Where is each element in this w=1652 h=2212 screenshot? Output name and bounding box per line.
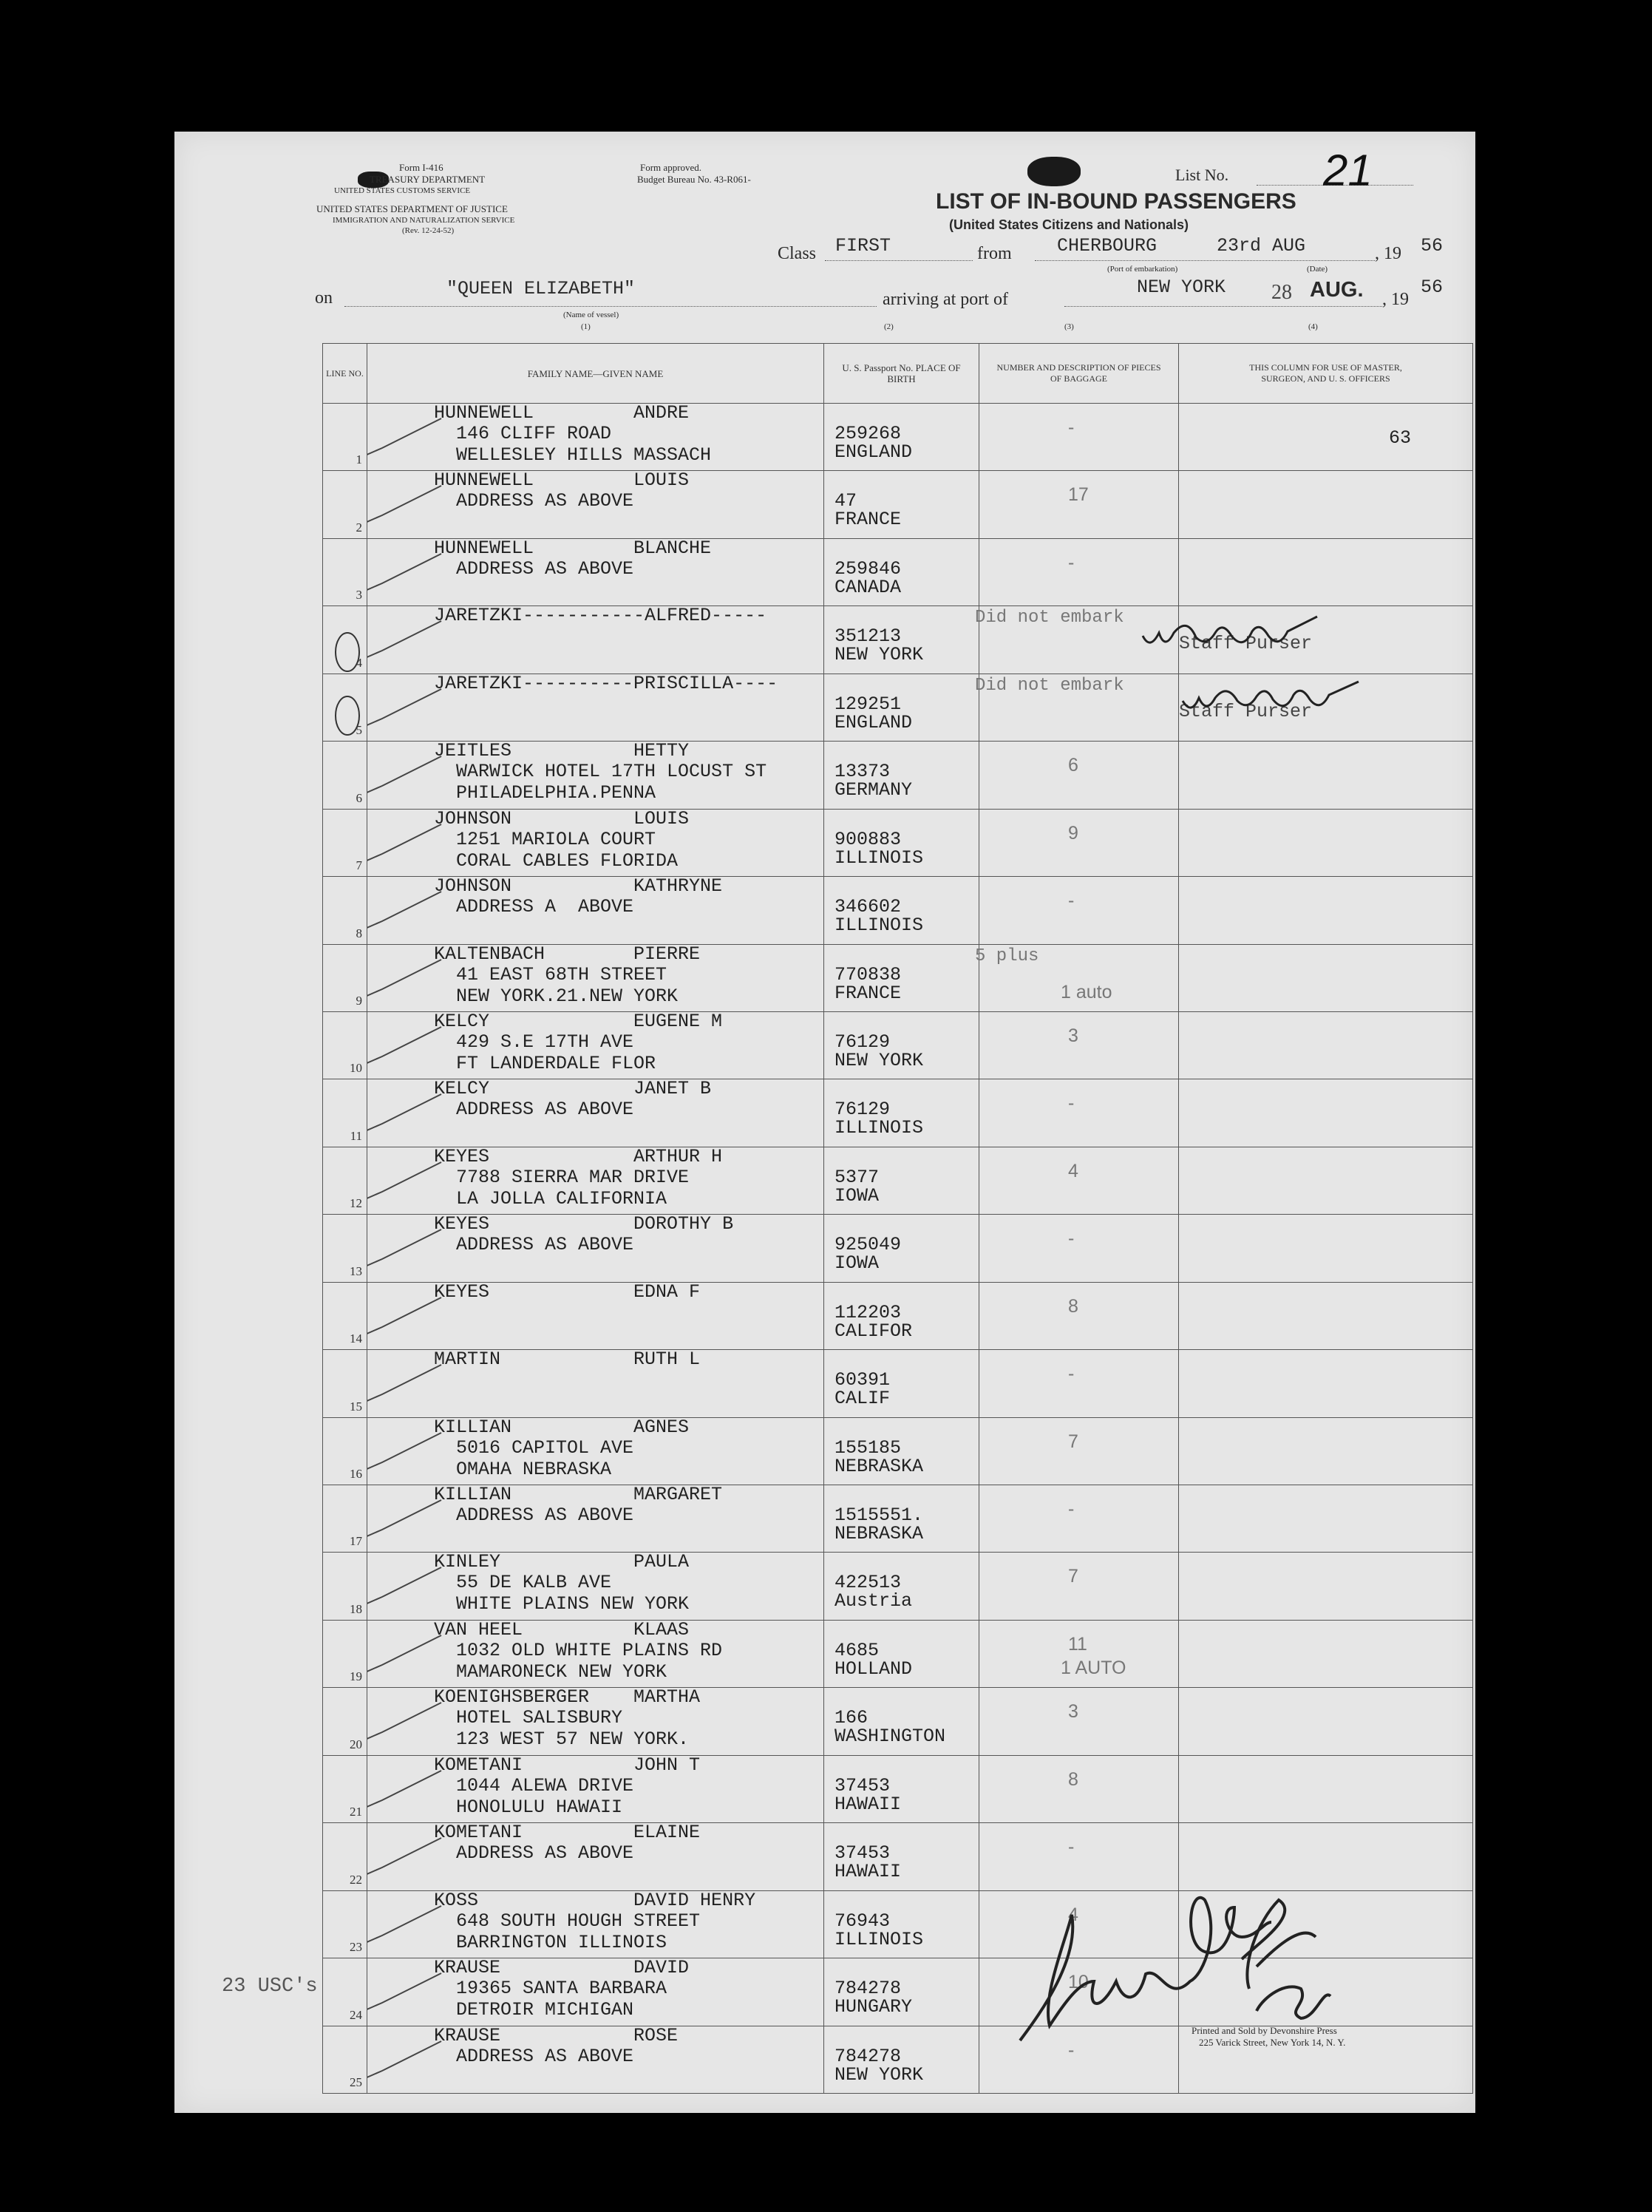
address-line-1: ADDRESS AS ABOVE <box>434 1842 634 1865</box>
passenger-name: HUNNEWELL ANDRE <box>434 402 690 424</box>
address-line-2: FT LANDERDALE FLOR <box>434 1052 656 1074</box>
address-line-2: 123 WEST 57 NEW YORK. <box>434 1728 690 1751</box>
passport-number: 13373 <box>835 761 891 783</box>
address-line-1: 648 SOUTH HOUGH STREET <box>434 1910 701 1932</box>
address-line-1: 429 S.E 17TH AVE <box>434 1031 634 1053</box>
line-number: 14 <box>350 1331 362 1346</box>
baggage-count: 10 <box>1068 1972 1089 1993</box>
baggage-count: 3 <box>1068 1025 1078 1046</box>
passport-number: 900883 <box>835 828 902 850</box>
baggage-count: - <box>1068 1363 1075 1385</box>
place-of-birth: NEW YORK <box>835 2063 924 2086</box>
passenger-name: KOMETANI ELAINE <box>434 1822 701 1844</box>
baggage-count: 4 <box>1068 1904 1078 1925</box>
address-line-1: 19365 SANTA BARBARA <box>434 1978 667 2000</box>
address-line-1: 5016 CAPITOL AVE <box>434 1436 634 1459</box>
line-number: 1 <box>356 452 362 467</box>
baggage-extra: 1 auto <box>1061 981 1112 1002</box>
col-4-number: (4) <box>1308 322 1318 331</box>
address-line-1: ADDRESS A ABOVE <box>434 896 634 918</box>
passport-number: 60391 <box>835 1369 891 1391</box>
form-number: Form I-416 <box>399 162 443 173</box>
col-2-number: (2) <box>884 322 894 331</box>
passport-number: 76129 <box>835 1099 891 1121</box>
col-1-number: (1) <box>581 322 591 331</box>
line-number: 23 <box>350 1940 362 1955</box>
baggage-count: 9 <box>1068 822 1078 844</box>
dept-customs: UNITED STATES CUSTOMS SERVICE <box>334 186 471 195</box>
passenger-name: JEITLES HETTY <box>434 740 690 762</box>
port-of-embarkation: CHERBOURG <box>1057 235 1158 257</box>
passport-number: 37453 <box>835 1774 891 1797</box>
place-of-birth: IOWA <box>835 1252 880 1275</box>
passport-number: 76129 <box>835 1031 891 1053</box>
passport-number: 76943 <box>835 1910 891 1932</box>
address-line-1: ADDRESS AS ABOVE <box>434 1234 634 1256</box>
line-number: 2 <box>356 520 362 535</box>
line-number: 18 <box>350 1601 362 1616</box>
baggage-count: Did not embark <box>975 608 1124 628</box>
line-number: 25 <box>350 2075 362 2089</box>
passport-number: 346602 <box>835 896 902 918</box>
baggage-count: 7 <box>1068 1566 1078 1587</box>
address-line-2: PHILADELPHIA.PENNA <box>434 782 656 804</box>
list-no-label: List No. <box>1175 166 1229 184</box>
passenger-name: KRAUSE DAVID <box>434 1957 690 1979</box>
place-of-birth: CANADA <box>835 576 902 598</box>
passport-number: 925049 <box>835 1234 902 1256</box>
officer-signature <box>1020 1898 1271 2040</box>
officer-signature-2 <box>1242 1900 1330 2018</box>
place-of-birth: WASHINGTON <box>835 1726 946 1748</box>
form-approved: Form approved. <box>640 162 702 173</box>
passport-number: 259846 <box>835 557 902 580</box>
line-number: 17 <box>350 1534 362 1549</box>
baggage-count: 8 <box>1068 1295 1078 1317</box>
baggage-count: 5 plus <box>975 946 1039 966</box>
line-number: 19 <box>350 1669 362 1684</box>
class-value: FIRST <box>835 235 891 257</box>
place-of-birth: FRANCE <box>835 982 902 1004</box>
baggage-count: - <box>1068 1228 1075 1249</box>
passenger-name: HUNNEWELL LOUIS <box>434 469 690 492</box>
baggage-count: 4 <box>1068 1160 1078 1181</box>
printer-line-2: 225 Varick Street, New York 14, N. Y. <box>1199 2037 1346 2048</box>
place-of-birth: IOWA <box>835 1184 880 1207</box>
address-line-2: LA JOLLA CALIFORNIA <box>434 1187 667 1210</box>
address-line-2: DETROIR MICHIGAN <box>434 1999 634 2021</box>
line-number: 24 <box>350 2007 362 2022</box>
place-of-birth: CALIFOR <box>835 1320 913 1342</box>
printer-line-1: Printed and Sold by Devonshire Press <box>1192 2025 1337 2036</box>
passport-number: 155185 <box>835 1436 902 1459</box>
line-number: 4 <box>356 655 362 670</box>
address-line-2: MAMARONECK NEW YORK <box>434 1660 667 1683</box>
passenger-name: MARTIN RUTH L <box>434 1348 701 1371</box>
passenger-name: KOENIGHSBERGER MARTHA <box>434 1686 701 1709</box>
passenger-name: KRAUSE ROSE <box>434 2024 679 2046</box>
address-line-2: WELLESLEY HILLS MASSACH <box>434 444 712 466</box>
col-header-line: LINE NO. <box>323 344 367 404</box>
vessel-caption: (Name of vessel) <box>563 311 619 319</box>
place-of-birth: ILLINOIS <box>835 1928 924 1950</box>
place-of-birth: NEW YORK <box>835 644 924 666</box>
address-line-2: CORAL CABLES FLORIDA <box>434 849 679 872</box>
address-line-1: 41 EAST 68TH STREET <box>434 963 667 985</box>
passport-number: 770838 <box>835 963 902 985</box>
list-number: 21 <box>1323 146 1373 195</box>
place-of-birth: HAWAII <box>835 1793 902 1815</box>
col-header-passport: U. S. Passport No. PLACE OF BIRTH <box>824 344 979 404</box>
place-of-birth: NEW YORK <box>835 1049 924 1071</box>
line-number: 3 <box>356 588 362 603</box>
line-number: 12 <box>350 1196 362 1211</box>
budget-bureau: Budget Bureau No. 43-R061- <box>637 174 751 185</box>
passenger-name: KILLIAN AGNES <box>434 1416 690 1438</box>
vessel-name: "QUEEN ELIZABETH" <box>446 278 636 299</box>
line-number: 11 <box>350 1128 362 1143</box>
arrival-month: AUG. <box>1310 278 1364 302</box>
address-line-2: BARRINGTON ILLINOIS <box>434 1931 667 1953</box>
address-line-1: 1251 MARIOLA COURT <box>434 828 656 850</box>
address-line-1: 55 DE KALB AVE <box>434 1572 612 1594</box>
baggage-count: - <box>1068 552 1075 573</box>
passenger-name: HUNNEWELL BLANCHE <box>434 537 712 559</box>
circled-line-4 <box>336 633 359 671</box>
place-of-birth: NEBRASKA <box>835 1523 924 1544</box>
address-line-1: ADDRESS AS ABOVE <box>434 490 634 512</box>
line-number: 5 <box>356 723 362 738</box>
address-line-2: OMAHA NEBRASKA <box>434 1458 612 1480</box>
address-line-1: ADDRESS AS ABOVE <box>434 2045 634 2067</box>
arrival-day: 28 <box>1271 281 1292 304</box>
passenger-name: KELCY JANET B <box>434 1078 712 1100</box>
place-of-birth: NEBRASKA <box>835 1455 924 1477</box>
passenger-name: KOSS DAVID HENRY <box>434 1889 756 1911</box>
line-number: 20 <box>350 1737 362 1751</box>
passport-number: 4685 <box>835 1639 880 1661</box>
passenger-name: KALTENBACH PIERRE <box>434 943 701 965</box>
passenger-name: JARETZKI-----------ALFRED----- <box>434 605 767 627</box>
line-number: 21 <box>350 1805 362 1819</box>
passenger-name: VAN HEEL KLAAS <box>434 1618 690 1641</box>
passport-number: 351213 <box>835 625 902 648</box>
baggage-extra: 1 AUTO <box>1061 1657 1126 1678</box>
place-of-birth: ILLINOIS <box>835 847 924 869</box>
address-line-1: ADDRESS AS ABOVE <box>434 557 634 580</box>
address-line-1: 146 CLIFF ROAD <box>434 423 612 444</box>
place-of-birth: GERMANY <box>835 779 913 801</box>
passenger-name: KOMETANI JOHN T <box>434 1754 701 1776</box>
passenger-name: KEYES EDNA F <box>434 1280 701 1303</box>
line-number: 16 <box>350 1467 362 1481</box>
baggage-count: Did not embark <box>975 675 1124 696</box>
passport-number: 259268 <box>835 423 902 444</box>
address-line-2: HONOLULU HAWAII <box>434 1796 623 1818</box>
line-number: 10 <box>350 1061 362 1076</box>
passport-number: 112203 <box>835 1301 902 1323</box>
passenger-name: KINLEY PAULA <box>434 1551 690 1573</box>
place-of-birth: ENGLAND <box>835 441 913 463</box>
baggage-count: 11 <box>1068 1633 1087 1655</box>
place-of-birth: ILLINOIS <box>835 1117 924 1139</box>
line-number: 22 <box>350 1872 362 1887</box>
place-of-birth: ILLINOIS <box>835 915 924 937</box>
year-1: 56 <box>1421 235 1444 257</box>
baggage-count: 8 <box>1068 1768 1078 1790</box>
address-line-1: WARWICK HOTEL 17TH LOCUST ST <box>434 761 767 783</box>
address-line-1: 1032 OLD WHITE PLAINS RD <box>434 1639 723 1661</box>
passport-number: 37453 <box>835 1842 891 1865</box>
officer-note: Staff Purser <box>1179 633 1313 655</box>
address-line-1: HOTEL SALISBURY <box>434 1707 623 1729</box>
form-revision: (Rev. 12-24-52) <box>402 226 455 235</box>
baggage-count: - <box>1068 1499 1075 1519</box>
purser-signature-1 <box>1143 617 1317 642</box>
passenger-name: KILLIAN MARGARET <box>434 1484 723 1505</box>
arriving-label: arriving at port of <box>883 290 1008 309</box>
officer-note: Staff Purser <box>1179 700 1313 722</box>
line-number: 7 <box>356 858 362 873</box>
baggage-count: 3 <box>1068 1701 1078 1723</box>
baggage-count: - <box>1068 2039 1075 2060</box>
year-2: 56 <box>1421 276 1444 298</box>
passport-number: 1515551. <box>835 1504 924 1526</box>
address-line-1: 7788 SIERRA MAR DRIVE <box>434 1166 690 1188</box>
baggage-count: 7 <box>1068 1431 1078 1452</box>
baggage-count: 6 <box>1068 755 1078 776</box>
page-subtitle: (United States Citizens and Nationals) <box>949 217 1189 232</box>
col-3-number: (3) <box>1064 322 1074 331</box>
passport-number: 5377 <box>835 1166 880 1188</box>
address-line-1: 1044 ALEWA DRIVE <box>434 1774 634 1797</box>
place-of-birth: HOLLAND <box>835 1658 913 1680</box>
address-line-2: NEW YORK.21.NEW YORK <box>434 985 679 1007</box>
purser-signature-2 <box>1183 682 1359 708</box>
place-of-birth: ENGLAND <box>835 711 913 733</box>
baggage-count: 17 <box>1068 484 1089 506</box>
passenger-name: KELCY EUGENE M <box>434 1010 723 1032</box>
class-label: Class <box>778 244 817 263</box>
port-embark-caption: (Port of embarkation) <box>1107 265 1178 274</box>
address-line-1: ADDRESS AS ABOVE <box>434 1099 634 1121</box>
place-of-birth: HAWAII <box>835 1861 902 1883</box>
address-line-1: ADDRESS AS ABOVE <box>434 1504 634 1526</box>
place-of-birth: HUNGARY <box>835 1996 913 2018</box>
passenger-name: KEYES DOROTHY B <box>434 1213 734 1235</box>
on-label: on <box>315 288 333 308</box>
passport-number: 784278 <box>835 2045 902 2067</box>
line-number: 15 <box>350 1399 362 1414</box>
dept-justice: UNITED STATES DEPARTMENT OF JUSTICE <box>316 203 508 214</box>
dept-ins: IMMIGRATION AND NATURALIZATION SERVICE <box>333 216 515 225</box>
baggage-count: - <box>1068 890 1075 912</box>
page-title: LIST OF IN-BOUND PASSENGERS <box>936 189 1296 214</box>
baggage-count: - <box>1068 417 1075 438</box>
passenger-name: JARETZKI----------PRISCILLA---- <box>434 672 778 694</box>
baggage-count: - <box>1068 1093 1075 1114</box>
passenger-name: JOHNSON KATHRYNE <box>434 875 723 898</box>
line-number: 13 <box>350 1263 362 1278</box>
date-caption: (Date) <box>1307 265 1328 274</box>
line-number: 9 <box>356 993 362 1008</box>
col-header-baggage: NUMBER AND DESCRIPTION OF PIECES OF BAGGAGE <box>979 344 1179 404</box>
passenger-name: JOHNSON LOUIS <box>434 807 690 830</box>
place-of-birth: Austria <box>835 1590 913 1612</box>
from-label: from <box>977 244 1012 263</box>
place-of-birth: FRANCE <box>835 509 902 531</box>
passport-number: 166 <box>835 1707 869 1729</box>
passport-number: 129251 <box>835 693 902 715</box>
line-number: 8 <box>356 926 362 940</box>
circled-line-5 <box>336 696 359 735</box>
usc-note: 23 USC's <box>222 1975 318 1998</box>
passport-number: 784278 <box>835 1978 902 2000</box>
year-prefix-2: , 19 <box>1382 290 1409 309</box>
address-line-2: WHITE PLAINS NEW YORK <box>434 1593 690 1615</box>
officer-note: 63 <box>1389 427 1412 449</box>
baggage-count: - <box>1068 1836 1075 1858</box>
place-of-birth: CALIF <box>835 1388 891 1410</box>
year-prefix-1: , 19 <box>1375 244 1401 263</box>
passport-number: 47 <box>835 490 857 512</box>
line-number: 6 <box>356 790 362 805</box>
passenger-name: KEYES ARTHUR H <box>434 1145 723 1167</box>
arrival-port: NEW YORK <box>1137 276 1226 298</box>
dept-treasury: TREASURY DEPARTMENT <box>370 174 486 185</box>
embark-date: 23rd AUG <box>1217 235 1306 257</box>
col-header-officers: THIS COLUMN FOR USE OF MASTER, SURGEON, AND U. S. OFFICERS <box>1179 344 1473 404</box>
col-header-name: FAMILY NAME—GIVEN NAME <box>367 344 824 404</box>
passport-number: 422513 <box>835 1572 902 1594</box>
